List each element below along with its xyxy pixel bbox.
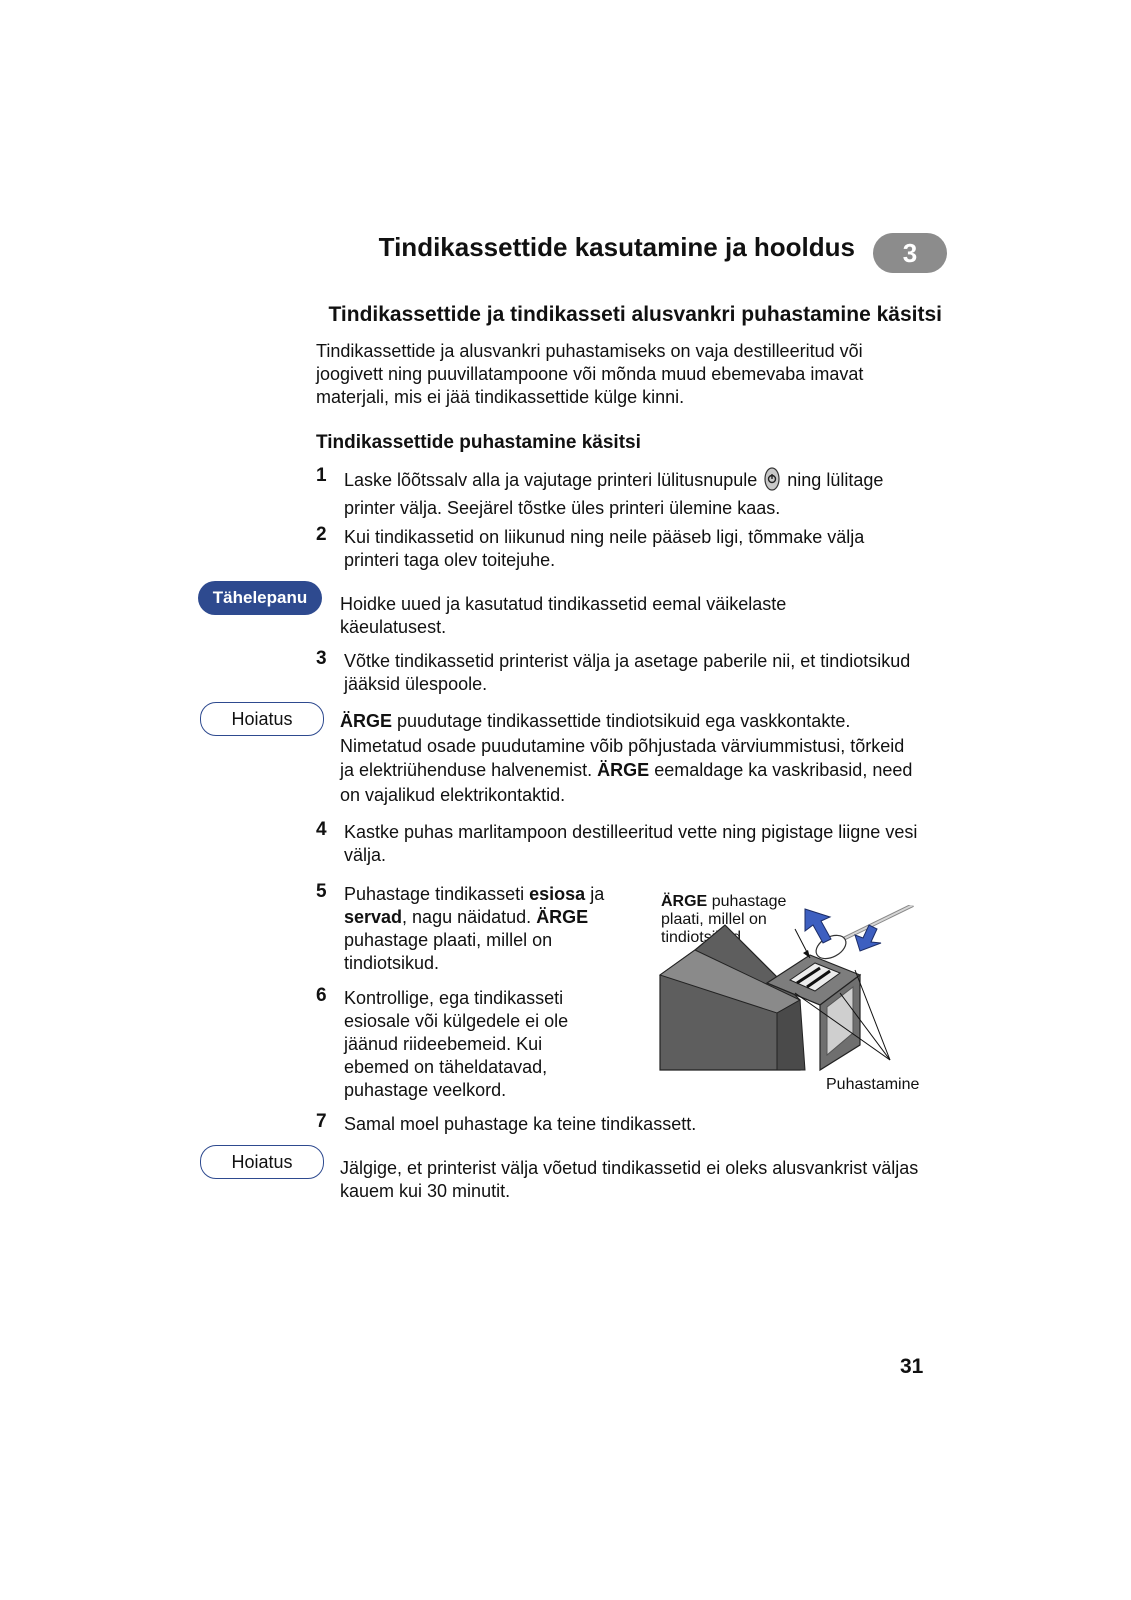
chapter-number-badge: 3 (873, 233, 947, 273)
warning-1-text-2: eemaldage ka vaskribasid, need on vajalikud elektrikontaktid. (340, 760, 913, 805)
step-5-bold-3: ÄRGE (536, 907, 589, 927)
warning-1-text (340, 709, 920, 807)
warning-badge-2: Hoiatus (200, 1145, 324, 1179)
step-5-bold-2: servad (344, 907, 403, 927)
step-5-bold-1: esiosa (529, 884, 586, 904)
note-text: Hoidke uued ja kasutatud tindikassetid eemal väikelaste käeulatusest. (340, 594, 787, 637)
page-number: 31 (900, 1355, 924, 1378)
step-6-text: Kontrollige, ega tindikasseti esiosale või külgedele ei ole jäänud riideebemeid. Kui ebemed on täheldatavad, puhastage veelkord. (344, 988, 569, 1100)
warning-badge: Hoiatus (200, 702, 324, 736)
step-1-text-a: Laske lõõtssalv alla ja vajutage printeri lülitusnupule (344, 470, 758, 490)
step-5-text (344, 883, 614, 975)
step-1-text-b: ning lülitage (787, 470, 884, 490)
step-2-text: Kui tindikassetid on liikunud ning neile pääseb ligi, tõmmake välja printeri taga olev toitejuhe. (344, 527, 865, 570)
step-5-part-1: Puhastage tindikasseti (344, 884, 525, 904)
intro-paragraph: Tindikassettide ja alusvankri puhastamiseks on vaja destilleeritud või joogivett ning puuvillatampoone või mõnda muud ebemevaba imavat materjali, mis ei jää tindikassettide külge kinni. (316, 341, 864, 407)
step-4-number: 4 (316, 819, 327, 840)
warning-1-emphasis-2: ÄRGE (597, 760, 650, 780)
figure-label-clean: Puhastamine (826, 1076, 920, 1093)
step-1-text-c: printer välja. Seejärel tõstke üles printeri ülemine kaas. (344, 498, 781, 518)
chapter-title: Tindikassettide kasutamine ja hooldus (378, 232, 855, 262)
step-7-text: Samal moel puhastage ka teine tindikassett. (344, 1114, 697, 1134)
note-badge: Tähelepanu (198, 581, 322, 615)
step-6-number: 6 (316, 985, 327, 1006)
step-1-text (344, 467, 944, 520)
section-title: Tindikassettide ja tindikasseti alusvankri puhastamine käsitsi (328, 303, 942, 326)
step-4-text: Kastke puhas marlitampoon destilleeritud vette ning pigistage liigne vesi välja. (344, 822, 918, 865)
warning-1-emphasis-1: ÄRGE (340, 711, 393, 731)
figure-callout-bold: ÄRGE (661, 893, 708, 910)
step-1-number: 1 (316, 465, 327, 486)
step-5-number: 5 (316, 881, 327, 902)
step-3-text: Võtke tindikassetid printerist välja ja asetage paberile nii, et tindiotsikud jääksid ülespoole. (344, 651, 911, 694)
warning-1-text-1: puudutage tindikassettide tindiotsikuid ega vaskkontakte. Nimetatud osade puudutamine võib põhjustada värviummistusi, tõrkeid ja elektriühenduse halvenemist. (340, 711, 905, 780)
power-button-icon (764, 467, 780, 497)
step-5-part-2: ja (590, 884, 605, 904)
step-3-number: 3 (316, 648, 327, 669)
figure-callout-text: puhastage plaati, millel on tindiotsikud (661, 893, 787, 946)
subheading: Tindikassettide puhastamine käsitsi (316, 432, 641, 453)
cartridge-cleaning-illustration (655, 905, 915, 1075)
step-2-number: 2 (316, 524, 327, 545)
warning-2-text: Jälgige, et printerist välja võetud tindikassetid ei oleks alusvankrist väljas kauem kui 30 minutit. (340, 1158, 919, 1201)
step-5-part-4: puhastage plaati, millel on tindiotsikud. (344, 930, 553, 973)
step-5-part-3: , nagu näidatud. (402, 907, 532, 927)
step-7-number: 7 (316, 1111, 327, 1132)
